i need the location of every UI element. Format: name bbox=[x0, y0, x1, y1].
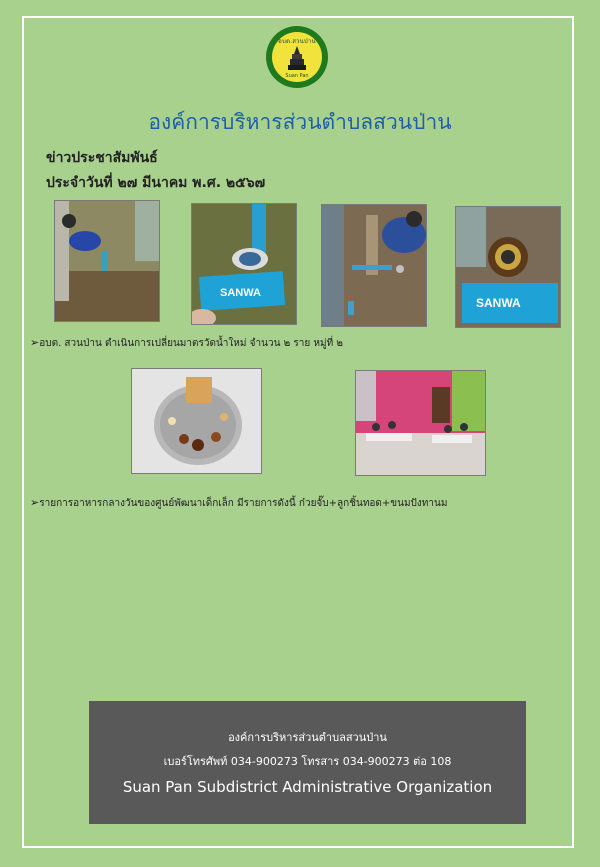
caption-text: อบต. สวนป่าน ดำเนินการเปลี่ยนมาตรวัดน้ำใหม่ จำนวน ๒ ราย หมู่ที่ ๒ bbox=[39, 338, 343, 349]
footer-contact-box bbox=[89, 701, 526, 824]
lunch-tray-photo bbox=[131, 368, 262, 474]
page-title: องค์การบริหารส่วนตำบลสวนป่าน bbox=[148, 110, 452, 134]
footer-org-english: Suan Pan Subdistrict Administrative Organization bbox=[122, 778, 493, 796]
caption-arrow-icon: ➢ bbox=[30, 496, 40, 509]
lunch-menu-caption bbox=[30, 496, 447, 511]
pipe-installation-photo bbox=[321, 204, 427, 327]
caption-arrow-icon: ➢ bbox=[30, 336, 40, 349]
svg-text:SANWA: SANWA bbox=[220, 287, 261, 299]
logo-emblem bbox=[272, 32, 322, 82]
water-meter-sanwa-photo bbox=[191, 203, 297, 325]
logo-text-bottom: Suan Pan bbox=[285, 73, 309, 79]
organization-logo bbox=[266, 26, 328, 88]
meter-replacement-caption bbox=[30, 336, 343, 351]
svg-text:SANWA: SANWA bbox=[476, 296, 521, 310]
footer-org-thai: องค์การบริหารส่วนตำบลสวนป่าน bbox=[228, 731, 387, 744]
logo-text-top: อบต.สวนป่าน bbox=[278, 38, 316, 45]
caption-text: รายการอาหารกลางวันของศูนย์พัฒนาเด็กเล็ก มีรายการดังนี้ ก๋วยจั๊บ+ลูกชิ้นทอด+ขนมปังทานม bbox=[39, 498, 448, 509]
date-line: ประจำวันที่ ๒๗ มีนาคม พ.ศ. ๒๕๖๗ bbox=[46, 175, 266, 191]
meter-box-sanwa-photo bbox=[455, 206, 561, 328]
temple-icon bbox=[288, 46, 306, 70]
childcare-classroom-photo bbox=[355, 370, 486, 476]
news-heading: ข่าวประชาสัมพันธ์ bbox=[46, 150, 158, 166]
worker-digging-photo bbox=[54, 200, 160, 322]
footer-contact-numbers: เบอร์โทรศัพท์ 034-900273 โทรสาร 034-900273 ต่อ 108 bbox=[163, 755, 452, 768]
